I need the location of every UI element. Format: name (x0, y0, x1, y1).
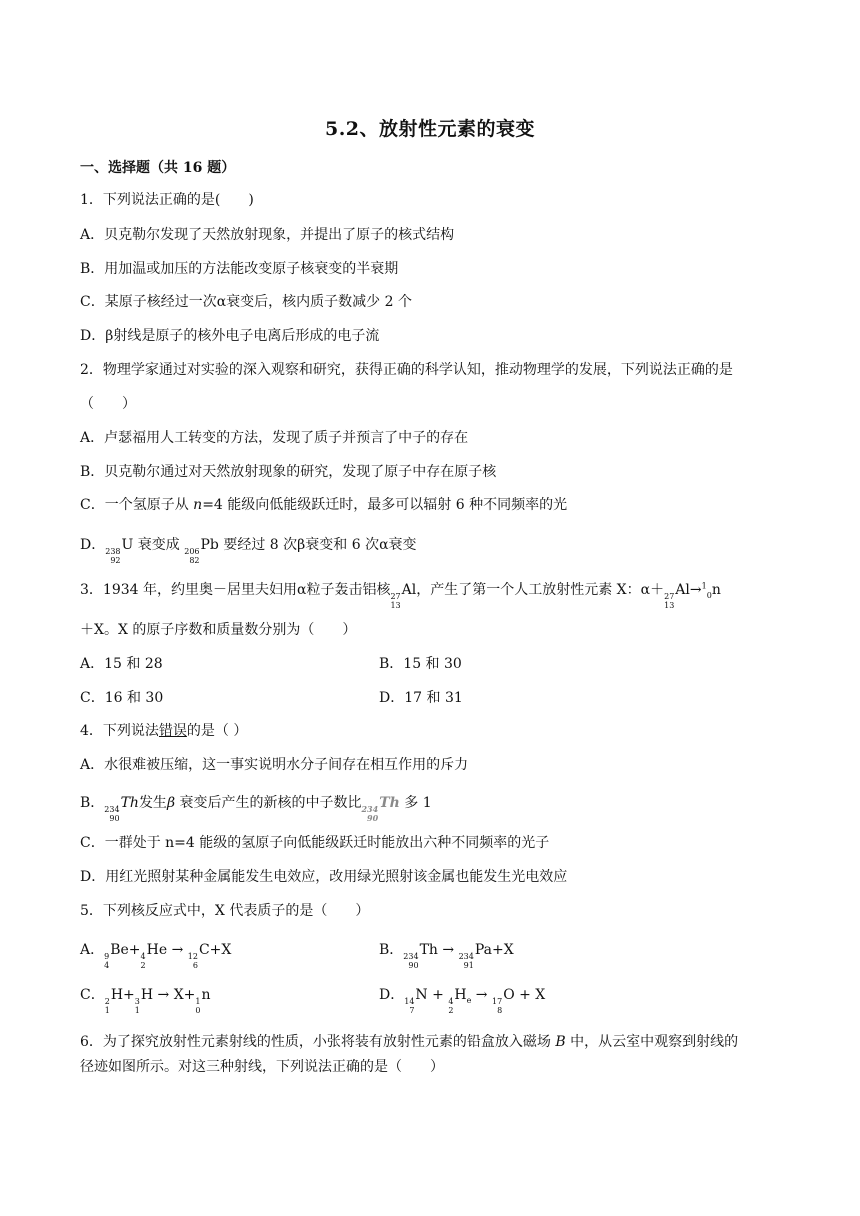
he4-d-mass: 4 (448, 997, 454, 1006)
beta-symbol: β (166, 795, 176, 811)
th234-b-atomic: 90 (408, 961, 419, 970)
pa234-index (459, 952, 474, 970)
n1-index (195, 997, 200, 1015)
th234-b-mass: 234 (403, 952, 419, 961)
q2-option-c[interactable] (80, 496, 567, 514)
th234-image-atomic: 90 (367, 813, 379, 823)
q3-stem-pre: 3．1934 年，约里奥－居里夫妇用α粒子轰击铝核 (80, 582, 391, 598)
q3-stem (80, 581, 721, 610)
q4-b-label: B． (80, 795, 105, 811)
o17-index (492, 997, 502, 1015)
q2-d-label: D． (80, 537, 106, 553)
h3-index (135, 997, 140, 1015)
q5-b-label: B． (379, 942, 404, 958)
u238-mass: 238 (105, 547, 121, 556)
pa234-atomic: 91 (463, 961, 474, 970)
th234-b-symbol: Th (419, 942, 438, 958)
pa234-symbol: Pa (474, 942, 492, 958)
th234-mass: 234 (104, 805, 120, 814)
q1-stem: 1．下列说法正确的是( ) (80, 192, 254, 208)
al27-nuclide-index (390, 592, 400, 610)
h3-symbol: H (140, 987, 154, 1003)
q4-option-a[interactable]: A．水很难被压缩，这一事实说明水分子间存在相互作用的斥力 (80, 757, 469, 773)
c12-symbol: C (198, 942, 210, 958)
page-title: 5.2、放射性元素的衰变 (324, 118, 536, 140)
th234-nuclide-index (104, 805, 119, 823)
h2-symbol: H (110, 987, 124, 1003)
q6-stem-post: 中，从云室中观察到射线的 (565, 1034, 739, 1050)
q3-option-d[interactable]: D．17 和 31 (379, 690, 463, 706)
h2-index (105, 997, 110, 1015)
q3-stem-mid: ，产生了第一个人工放射性元素 X：α＋ (416, 582, 665, 598)
q2-c-text-post: =4 能级向低能级跃迁时，最多可以辐射 6 种不同频率的光 (202, 497, 568, 513)
al27-atomic: 13 (390, 601, 401, 610)
be9-index (104, 952, 109, 970)
o17-mass: 17 (492, 997, 503, 1006)
n14-atomic: 7 (409, 1006, 415, 1015)
be9-symbol: Be (110, 942, 129, 958)
h3-mass: 3 (134, 997, 140, 1006)
be9-mass: 9 (104, 952, 110, 961)
he4-d-index (448, 997, 453, 1015)
c12-index (188, 952, 198, 970)
q4-option-b[interactable] (80, 794, 432, 823)
th234-atomic: 90 (109, 814, 120, 823)
reaction-arrow: → (471, 987, 492, 1003)
n14-symbol: N (415, 987, 428, 1003)
q5-b-tail: +X (492, 942, 514, 958)
q6-stem-pre: 6．为了探究放射性元素射线的性质，小张将装有放射性元素的铅盒放入磁场 (80, 1034, 556, 1050)
q2-option-a[interactable]: A．卢瑟福用人工转变的方法，发现了质子并预言了中子的存在 (80, 430, 469, 446)
n1-mass: 1 (195, 997, 201, 1006)
u238-atomic: 92 (110, 556, 121, 565)
q2-option-d[interactable] (80, 536, 417, 565)
o17-atomic: 8 (497, 1006, 503, 1015)
al27-eq-mass: 27 (664, 592, 675, 601)
q4-stem-post: 的是（ ） (186, 723, 248, 739)
q3-option-b[interactable]: B．15 和 30 (379, 656, 462, 672)
h2-mass: 2 (104, 997, 110, 1006)
q1-option-a[interactable]: A．贝克勒尔发现了天然放射现象，并提出了原子的核式结构 (80, 227, 455, 243)
be9-atomic: 4 (104, 961, 110, 970)
q3-option-a[interactable]: A．15 和 28 (80, 656, 163, 672)
q2-c-text: C．一个氢原子从 (80, 497, 194, 513)
q6-stem-cont: 径迹如图所示。对这三种射线，下列说法正确的是（ ） (80, 1059, 444, 1075)
q1-option-d[interactable]: D．β射线是原子的核外电子电离后形成的电子流 (80, 328, 380, 344)
q4-b-mid2: 衰变后产生的新核的中子数比 (175, 795, 362, 811)
q4-stem (80, 722, 247, 740)
plus-sign: + (128, 942, 141, 958)
al27-eq-index (664, 592, 674, 610)
q2-stem-blank: （ ） (80, 396, 136, 412)
th234-image-symbol: Th (379, 795, 400, 811)
q5-a-tail: +X (209, 942, 232, 958)
q5-d-label: D． (379, 987, 405, 1003)
plus-sign: + (427, 987, 449, 1003)
al27-eq-atomic: 13 (664, 601, 675, 610)
he4-d-atomic: 2 (448, 1006, 454, 1015)
c12-atomic: 6 (192, 961, 198, 970)
section-heading: 一、选择题（共 16 题） (80, 160, 236, 176)
q5-a-label: A． (80, 942, 105, 958)
q5-d-tail: + X (514, 987, 546, 1003)
q5-stem: 5．下列核反应式中，X 代表质子的是（ ） (80, 903, 370, 919)
q2-option-b[interactable]: B．贝克勒尔通过对天然放射现象的研究，发现了原子中存在原子核 (80, 464, 497, 480)
q2-c-n: n (193, 497, 203, 513)
th234-image-index (361, 805, 378, 823)
plus-sign: + (123, 987, 135, 1003)
al27-eq-symbol: Al (675, 582, 690, 598)
he4-mass: 4 (140, 952, 146, 961)
reaction-arrow: → (167, 942, 188, 958)
magnetic-field-symbol: B (555, 1034, 566, 1050)
q4-underlined-word: 错误 (158, 723, 187, 739)
q3-option-c[interactable]: C．16 和 30 (80, 690, 164, 706)
q5-option-d[interactable] (379, 986, 545, 1015)
h3-atomic: 1 (134, 1006, 140, 1015)
reaction-arrow: → (689, 582, 702, 598)
he4-d-symbol: H (454, 987, 467, 1003)
c12-mass: 12 (187, 952, 198, 961)
q4-option-d[interactable]: D．用红光照射某种金属能发生电效应，改用绿光照射该金属也能发生光电效应 (80, 869, 568, 885)
q5-c-label: C． (80, 987, 105, 1003)
pb206-atomic: 82 (189, 556, 200, 565)
q6-stem (80, 1033, 738, 1051)
neutron-symbol: n (711, 582, 721, 598)
th234-image-mass: 234 (361, 804, 379, 814)
pb206-mass: 206 (184, 547, 200, 556)
he4-symbol: He (146, 942, 168, 958)
q4-stem-pre: 4．下列说法 (80, 723, 159, 739)
he4-d-e-subscript: e (466, 995, 472, 1005)
he4-index (141, 952, 146, 970)
q1-option-b[interactable]: B．用加温或加压的方法能改变原子核衰变的半衰期 (80, 261, 399, 277)
reaction-arrow: → (153, 987, 174, 1003)
q4-option-c[interactable]: C．一群处于 n=4 能级的氢原子向低能级跃迁时能放出六种不同频率的光子 (80, 835, 550, 851)
neutron-mass: 1 (701, 581, 707, 591)
q3-stem-cont: ＋X。X 的原子序数和质量数分别为（ ） (80, 622, 357, 638)
q5-option-b[interactable] (379, 941, 514, 970)
he4-atomic: 2 (140, 961, 146, 970)
q4-b-mid1: 发生 (138, 795, 167, 811)
pb206-symbol: Pb (200, 537, 219, 553)
q5-option-c[interactable] (80, 986, 211, 1015)
x-plus: X+ (173, 987, 196, 1003)
neutron-atomic: 0 (706, 590, 712, 600)
u238-nuclide-index (105, 547, 120, 565)
q2-stem: 2．物理学家通过对实验的深入观察和研究，获得正确的科学认知，推动物理学的发展，下列说法正确的是 (80, 362, 733, 378)
th234-b-index (403, 952, 418, 970)
reaction-arrow: → (437, 942, 459, 958)
q1-option-c[interactable]: C．某原子核经过一次α衰变后，核内质子数减少 2 个 (80, 294, 412, 310)
n14-index (404, 997, 414, 1015)
q2-d-mid: 衰变成 (133, 537, 185, 553)
pb206-nuclide-index (184, 547, 199, 565)
pa234-mass: 234 (458, 952, 474, 961)
n14-mass: 14 (404, 997, 415, 1006)
q5-option-a[interactable] (80, 941, 231, 970)
o17-symbol: O (503, 987, 515, 1003)
q4-b-post: 多 1 (399, 795, 432, 811)
q2-d-post: 要经过 8 次β衰变和 6 次α衰变 (218, 537, 417, 553)
u238-symbol: U (121, 537, 134, 553)
h2-atomic: 1 (104, 1006, 110, 1015)
n1-atomic: 0 (195, 1006, 201, 1015)
th234-symbol: Th (120, 795, 139, 811)
al27-mass: 27 (390, 592, 401, 601)
n1-symbol: n (201, 987, 211, 1003)
al27-symbol: Al (401, 582, 417, 598)
